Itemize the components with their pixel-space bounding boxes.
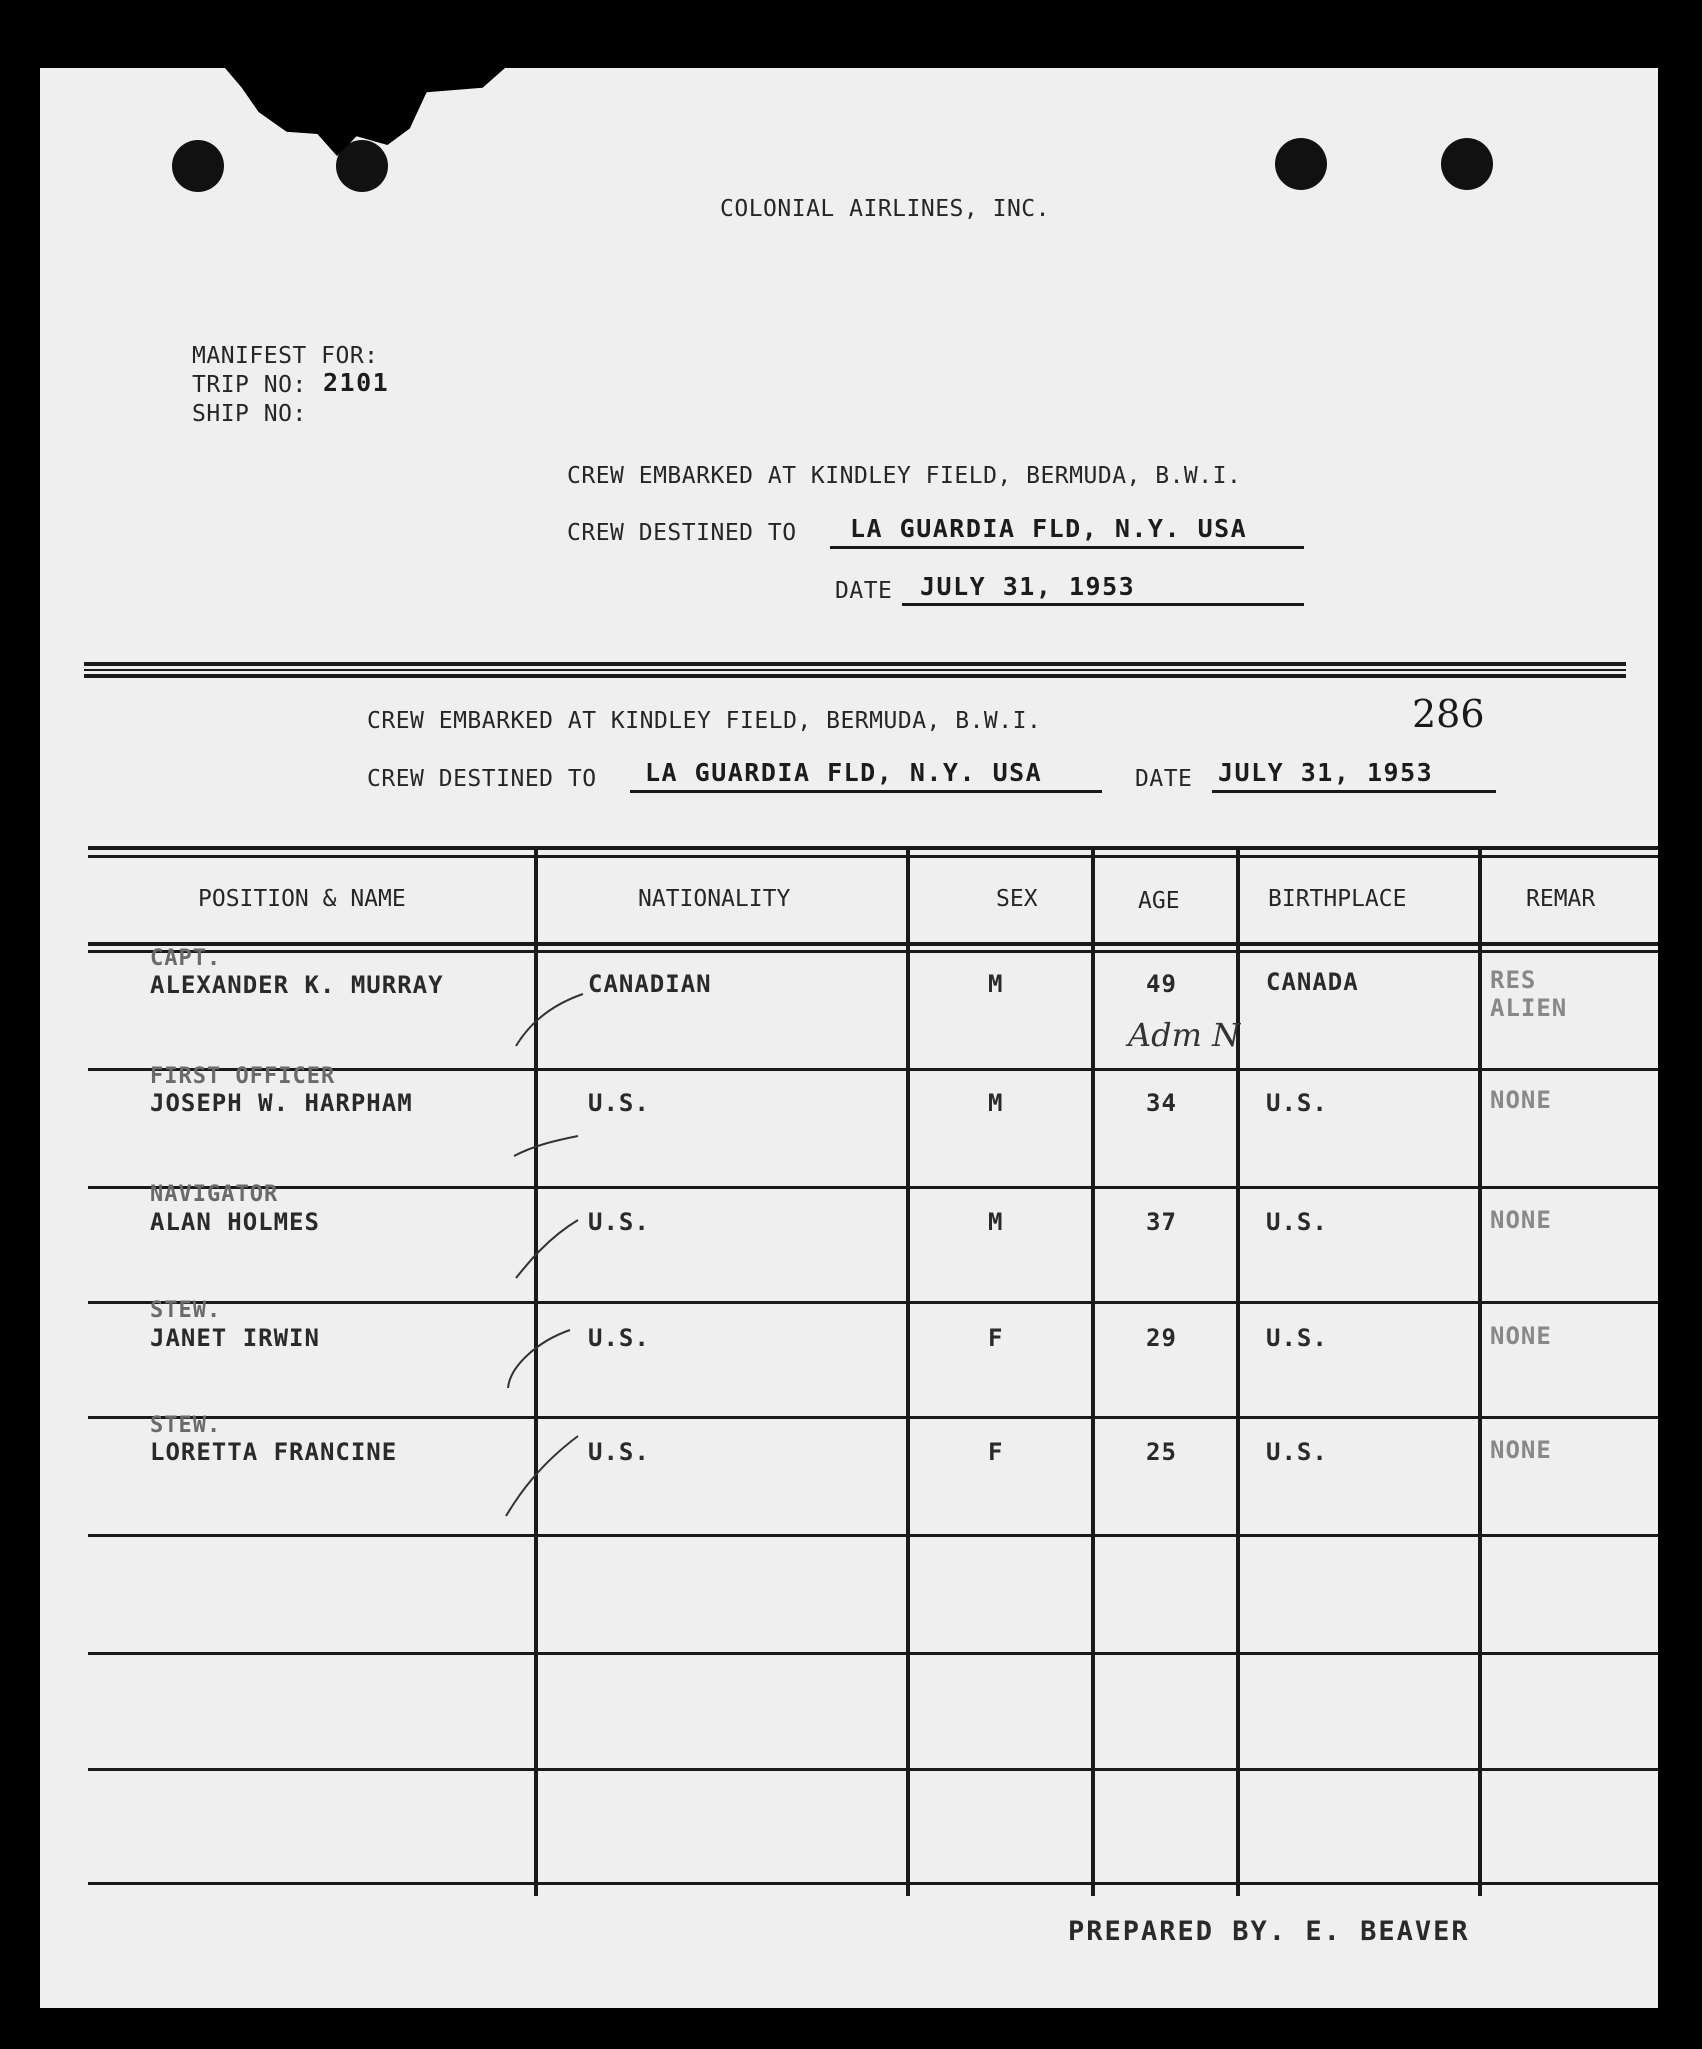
row-birthplace: U.S. — [1266, 1208, 1328, 1236]
check-mark-icon — [508, 1096, 588, 1176]
row-sex: M — [988, 970, 1004, 998]
row-age: 29 — [1146, 1324, 1177, 1352]
row-name: LORETTA FRANCINE — [150, 1438, 398, 1466]
handwritten-annotation: Adm N — [1128, 1016, 1241, 1054]
section-divider-mid — [84, 669, 1626, 671]
upper-destined-label: CREW DESTINED TO — [567, 520, 797, 546]
row-age: 25 — [1146, 1438, 1177, 1466]
row-nationality: CANADIAN — [588, 970, 712, 998]
section-divider-bottom — [84, 674, 1626, 678]
row-position: CAPT. — [150, 946, 222, 971]
col-header-birthplace: BIRTHPLACE — [1268, 886, 1407, 912]
row-name: ALEXANDER K. MURRAY — [150, 971, 444, 999]
upper-date-label: DATE — [835, 578, 893, 604]
row-age: 37 — [1146, 1208, 1177, 1236]
manifest-page — [40, 68, 1658, 2008]
lower-date-value: JULY 31, 1953 — [1218, 758, 1434, 787]
col-divider-4 — [1236, 846, 1240, 1896]
col-header-nationality: NATIONALITY — [638, 886, 791, 912]
ship-no-label: SHIP NO: — [192, 401, 307, 427]
lower-destined-line — [630, 790, 1102, 793]
table-bottom-rule — [88, 1882, 1658, 1885]
upper-embarked: CREW EMBARKED AT KINDLEY FIELD, BERMUDA, B.W.I. — [567, 463, 1242, 489]
punch-hole-3 — [1275, 138, 1327, 190]
trip-no-label: TRIP NO: — [192, 372, 307, 398]
lower-embarked: CREW EMBARKED AT KINDLEY FIELD, BERMUDA, B.W.I. — [367, 708, 1042, 734]
row-rule-3 — [88, 1301, 1658, 1304]
row-rule-6 — [88, 1652, 1658, 1655]
col-divider-3 — [1091, 846, 1095, 1896]
row-birthplace: CANADA — [1266, 968, 1359, 996]
row-sex: M — [988, 1208, 1004, 1236]
lower-date-line — [1212, 790, 1496, 793]
section-divider-top — [84, 662, 1626, 666]
row-age: 34 — [1146, 1089, 1177, 1117]
row-nationality: U.S. — [588, 1438, 650, 1466]
header-bottom-rule-2 — [88, 950, 1658, 953]
row-nationality: U.S. — [588, 1324, 650, 1352]
row-age: 49 — [1146, 970, 1177, 998]
row-rule-5 — [88, 1534, 1658, 1537]
row-rule-7 — [88, 1768, 1658, 1771]
header-bottom-rule — [88, 942, 1658, 946]
row-sex: F — [988, 1324, 1004, 1352]
lower-destined-label: CREW DESTINED TO — [367, 766, 597, 792]
check-mark-icon — [508, 976, 588, 1056]
row-remarks-line2: ALIEN — [1490, 994, 1568, 1022]
col-header-age: AGE — [1138, 888, 1180, 914]
col-header-remarks: REMAR — [1526, 886, 1596, 912]
row-sex: F — [988, 1438, 1004, 1466]
col-divider-5 — [1478, 846, 1482, 1896]
row-remarks: NONE — [1490, 1436, 1552, 1464]
row-position: NAVIGATOR — [150, 1182, 279, 1207]
row-position: STEW. — [150, 1298, 222, 1323]
upper-date-line — [902, 603, 1304, 606]
punch-hole-1 — [172, 140, 224, 192]
prepared-by: PREPARED BY. E. BEAVER — [1068, 1916, 1470, 1947]
col-header-sex: SEX — [996, 886, 1038, 912]
row-remarks: NONE — [1490, 1206, 1552, 1234]
table-top-rule-2 — [88, 855, 1658, 858]
row-name: JOSEPH W. HARPHAM — [150, 1089, 413, 1117]
check-mark-icon — [498, 1426, 588, 1526]
upper-destined-value: LA GUARDIA FLD, N.Y. USA — [850, 514, 1248, 543]
page-number: 286 — [1412, 692, 1485, 736]
row-name: ALAN HOLMES — [150, 1208, 320, 1236]
row-position: STEW. — [150, 1413, 222, 1438]
row-remarks: NONE — [1490, 1322, 1552, 1350]
upper-date-value: JULY 31, 1953 — [920, 572, 1136, 601]
row-rule-2 — [88, 1186, 1658, 1189]
manifest-for-label: MANIFEST FOR: — [192, 343, 379, 369]
upper-destined-line — [830, 546, 1304, 549]
lower-destined-value: LA GUARDIA FLD, N.Y. USA — [645, 758, 1043, 787]
check-mark-icon — [508, 1208, 588, 1288]
check-mark-icon — [498, 1316, 578, 1396]
company-name: COLONIAL AIRLINES, INC. — [720, 196, 1050, 222]
row-nationality: U.S. — [588, 1089, 650, 1117]
col-header-position-name: POSITION & NAME — [198, 886, 406, 912]
row-birthplace: U.S. — [1266, 1438, 1328, 1466]
row-sex: M — [988, 1089, 1004, 1117]
row-nationality: U.S. — [588, 1208, 650, 1236]
punch-hole-4 — [1441, 138, 1493, 190]
trip-no-value: 2101 — [323, 368, 390, 397]
row-rule-4 — [88, 1416, 1658, 1419]
lower-date-label: DATE — [1135, 766, 1193, 792]
row-position: FIRST OFFICER — [150, 1064, 336, 1089]
crew-table — [88, 846, 1658, 1896]
table-top-rule — [88, 846, 1658, 850]
row-birthplace: U.S. — [1266, 1324, 1328, 1352]
row-birthplace: U.S. — [1266, 1089, 1328, 1117]
row-remarks: RES — [1490, 966, 1537, 994]
row-name: JANET IRWIN — [150, 1324, 320, 1352]
row-remarks: NONE — [1490, 1086, 1552, 1114]
col-divider-2 — [906, 846, 910, 1896]
